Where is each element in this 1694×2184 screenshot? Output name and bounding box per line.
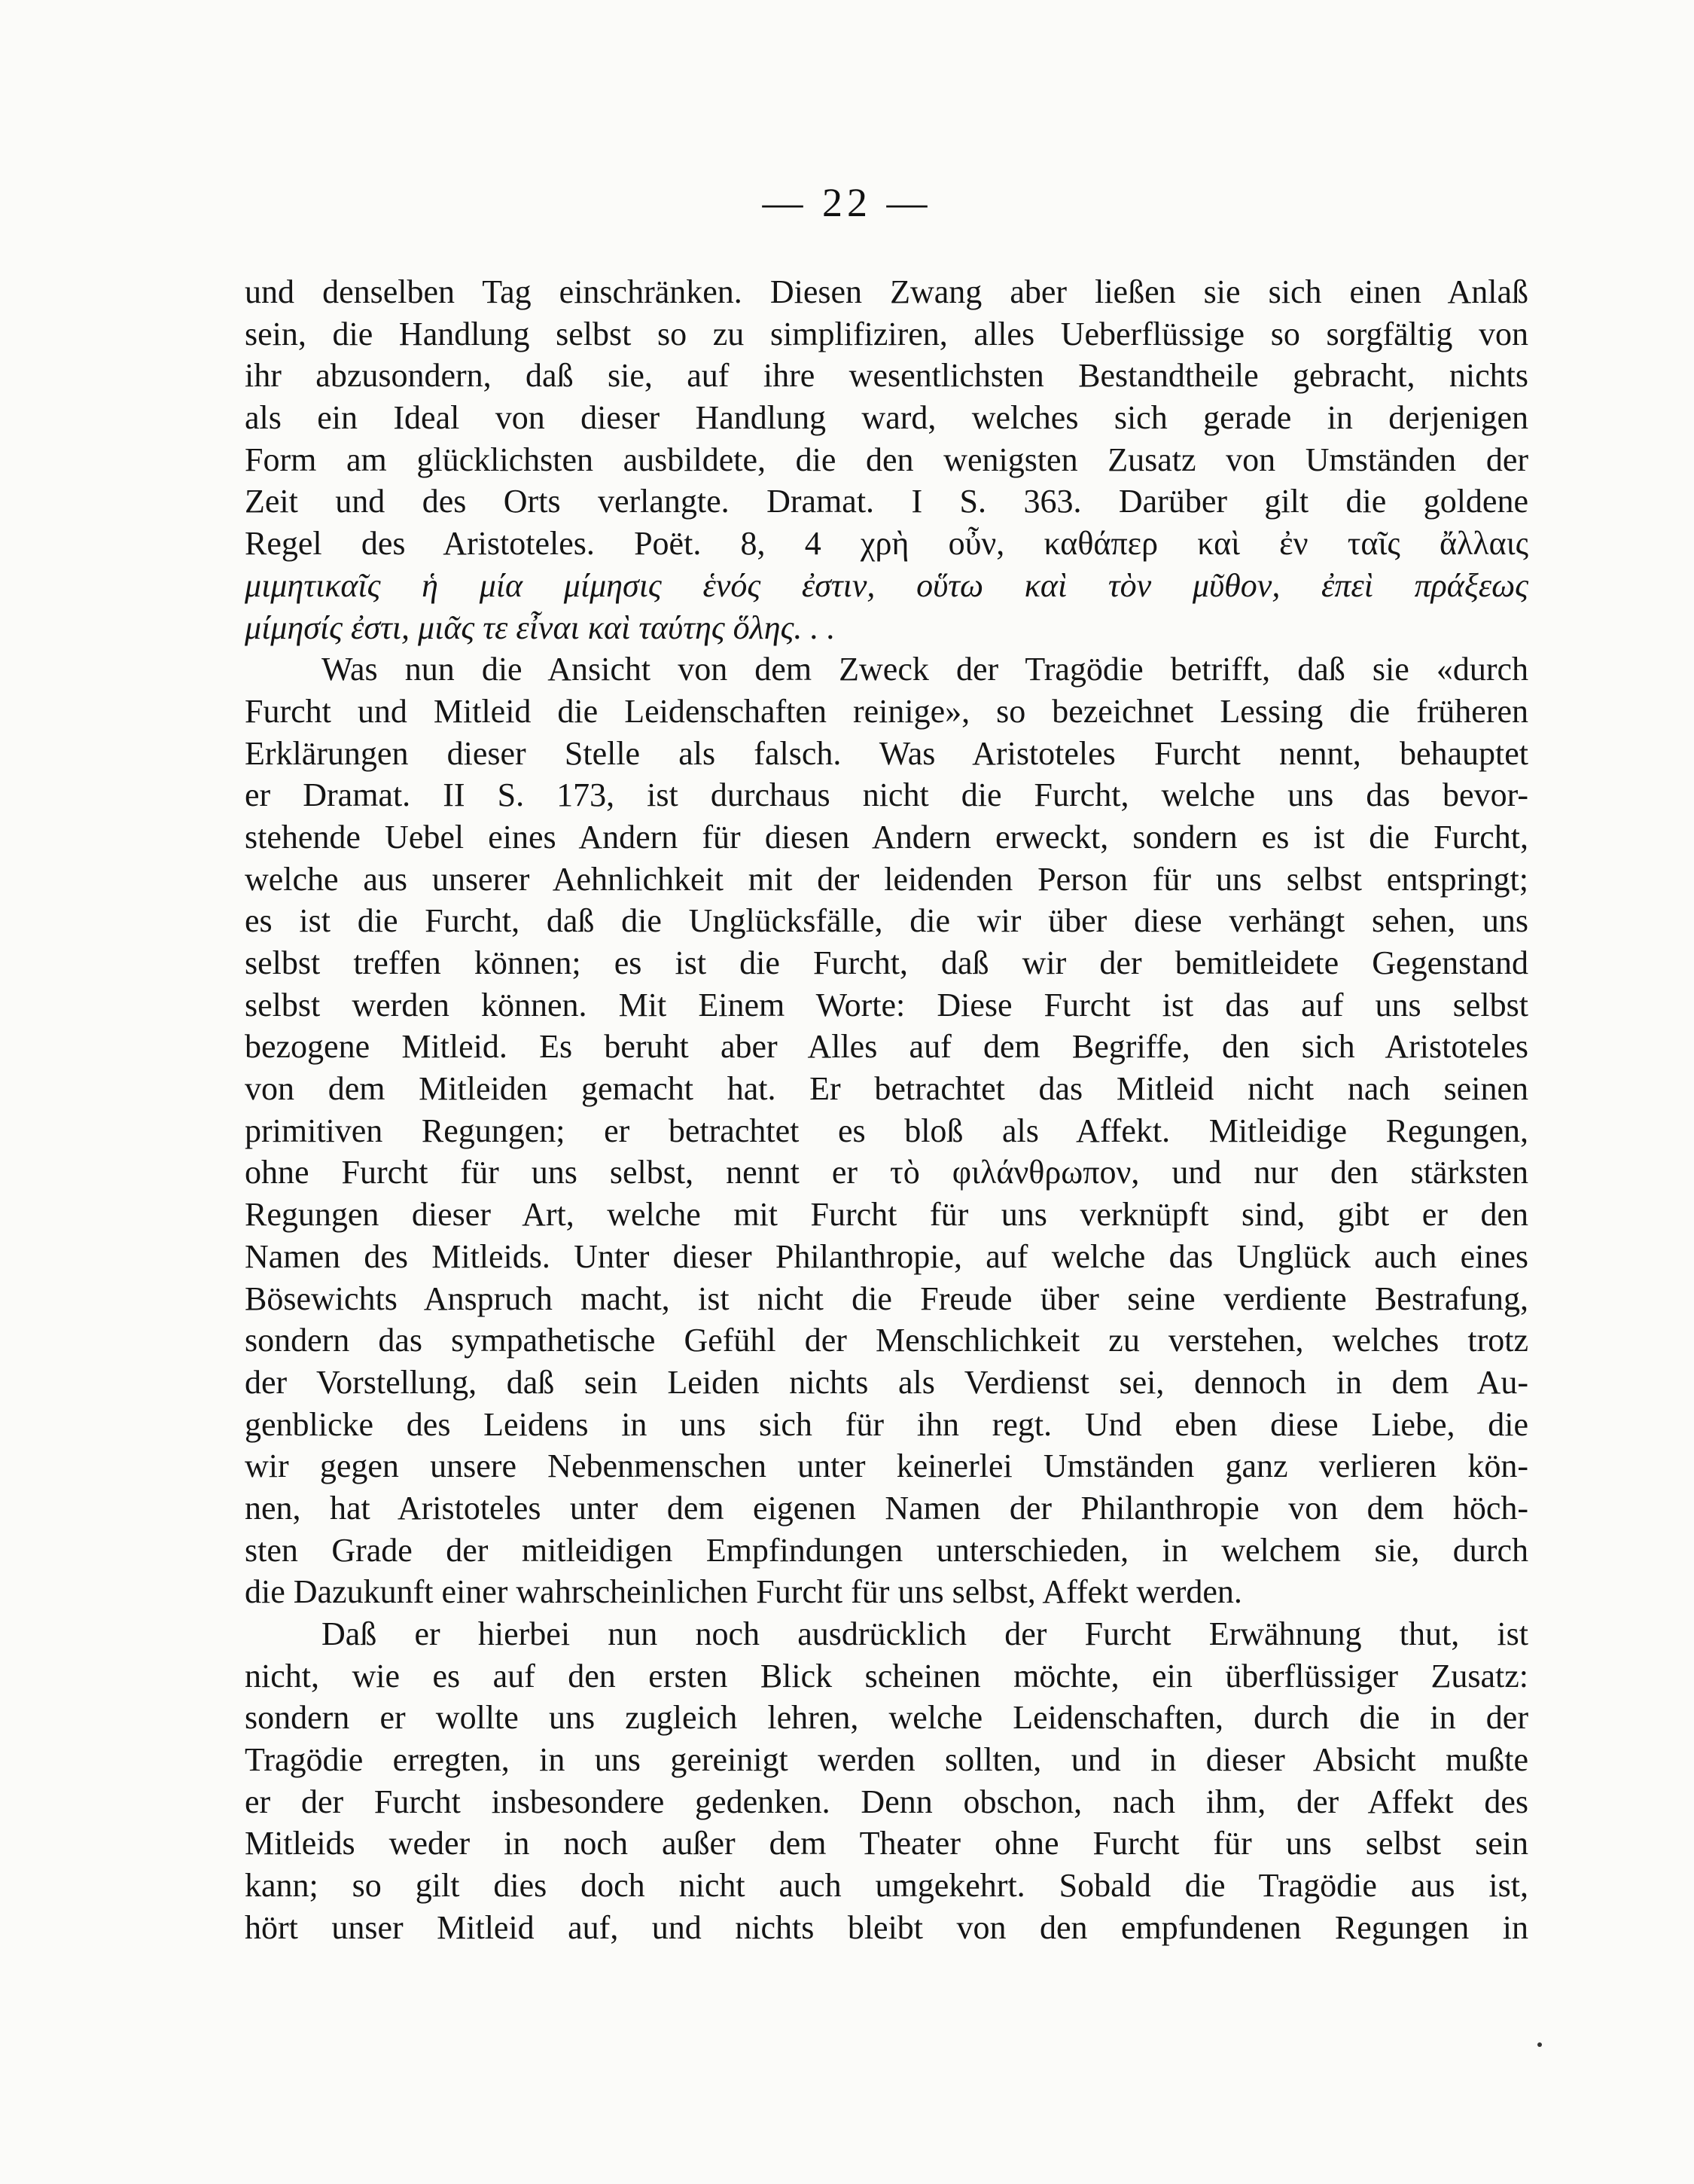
text-line: Mitleids weder in noch außer dem Theater ohne Furcht für uns selbst sein — [245, 1825, 1528, 1862]
text-line: wir gegen unsere Nebenmenschen unter keinerlei Umständen ganz verlieren kön- — [245, 1447, 1528, 1485]
text-line: er Dramat. II S. 173, ist durchaus nicht die Furcht, welche uns das bevor- — [245, 776, 1528, 814]
text-line: nicht, wie es auf den ersten Blick scheinen möchte, ein überflüssiger Zusatz: — [245, 1657, 1528, 1694]
text-line: Regungen dieser Art, welche mit Furcht für uns verknüpft sind, gibt er den — [245, 1196, 1528, 1234]
paragraph-start-line: Was nun die Ansicht von dem Zweck der Tragödie betrifft, daß sie «durch — [321, 651, 1528, 688]
text-line: sondern er wollte uns zugleich lehren, welche Leidenschaften, durch die in der — [245, 1699, 1528, 1737]
ink-speck — [1537, 2042, 1542, 2047]
text-line: Zeit und des Orts verlangte. Dramat. I S. 363. Darüber gilt die goldene — [245, 483, 1528, 520]
text-line: hört unser Mitleid auf, und nichts bleibt von den empfundenen Regungen in — [245, 1908, 1528, 1946]
text-line: von dem Mitleiden gemacht hat. Er betrachtet das Mitleid nicht nach seinen — [245, 1070, 1528, 1108]
body-text — [245, 271, 1528, 1949]
page-number: — 22 — — [762, 180, 932, 225]
text-line: sondern das sympathetische Gefühl der Menschlichkeit zu verstehen, welches trotz — [245, 1322, 1528, 1359]
text-line: selbst werden können. Mit Einem Worte: Diese Furcht ist das auf uns selbst — [245, 986, 1528, 1023]
text-line: genblicke des Leidens in uns sich für ihn regt. Und eben diese Liebe, die — [245, 1405, 1528, 1443]
text-line: bezogene Mitleid. Es beruht aber Alles auf dem Begriffe, den sich Aristoteles — [245, 1028, 1528, 1066]
text-line: der Vorstellung, daß sein Leiden nichts als Verdienst sei, dennoch in dem Au- — [245, 1363, 1528, 1401]
text-line: Tragödie erregten, in uns gereinigt werden sollten, und in dieser Absicht mußte — [245, 1741, 1528, 1779]
text-line: sten Grade der mitleidigen Empfindungen unterschieden, in welchem sie, durch — [245, 1531, 1528, 1569]
text-line: kann; so gilt dies doch nicht auch umgekehrt. Sobald die Tragödie aus ist, — [245, 1867, 1528, 1905]
greek-quote-line: μίμησίς ἐστι, μιᾶς τε εἶναι καὶ ταύτης ὅλης. . . — [245, 609, 836, 646]
text-line: sein, die Handlung selbst so zu simplifiziren, alles Ueberflüssige so sorgfältig von — [245, 315, 1528, 352]
text-line: ohne Furcht für uns selbst, nennt er τὸ φιλάνθρωπον, und nur den stärksten — [245, 1154, 1528, 1191]
text-line: ihr abzusondern, daß sie, auf ihre wesentlichsten Bestandtheile gebracht, nichts — [245, 357, 1528, 395]
text-line: Namen des Mitleids. Unter dieser Philanthropie, auf welche das Unglück auch eines — [245, 1237, 1528, 1275]
text-line: Bösewichts Anspruch macht, ist nicht die Freude über seine verdiente Bestrafung, — [245, 1280, 1528, 1317]
text-line: Regel des Aristoteles. Poët. 8, 4 χρὴ οὖν, καθάπερ καὶ ἐν ταῖς ἄλλαις — [245, 525, 1528, 563]
text-line: er der Furcht insbesondere gedenken. Denn obschon, nach ihm, der Affekt des — [245, 1783, 1528, 1820]
text-line: es ist die Furcht, daß die Unglücksfälle, die wir über diese verhängt sehen, uns — [245, 902, 1528, 940]
greek-quote-line: μιμητικαῖς ἡ μία μίμησις ἑνός ἐστιν, οὕτω καὶ τὸν μῦθον, ἐπεὶ πράξεως — [245, 566, 1528, 604]
paragraph-start-line: Daß er hierbei nun noch ausdrücklich der Furcht Erwähnung thut, ist — [321, 1615, 1528, 1652]
text-line: Form am glücklichsten ausbildete, die den wenigsten Zusatz von Umständen der — [245, 441, 1528, 478]
text-line: Erklärungen dieser Stelle als falsch. Was Aristoteles Furcht nennt, behauptet — [245, 734, 1528, 772]
text-line: welche aus unserer Aehnlichkeit mit der leidenden Person für uns selbst entspringt; — [245, 860, 1528, 898]
text-line: Furcht und Mitleid die Leidenschaften reinige», so bezeichnet Lessing die früheren — [245, 692, 1528, 730]
text-line: primitiven Regungen; er betrachtet es bloß als Affekt. Mitleidige Regungen, — [245, 1112, 1528, 1149]
text-line: selbst treffen können; es ist die Furcht, daß wir der bemitleidete Gegenstand — [245, 944, 1528, 981]
text-line: und denselben Tag einschränken. Diesen Zwang aber ließen sie sich einen Anlaß — [245, 273, 1528, 310]
text-line: als ein Ideal von dieser Handlung ward, welches sich gerade in derjenigen — [245, 399, 1528, 437]
paragraph-end-line: die Dazukunft einer wahrscheinlichen Furcht für uns selbst, Affekt werden. — [245, 1573, 1242, 1611]
text-line: stehende Uebel eines Andern für diesen Andern erweckt, sondern es ist die Furcht, — [245, 818, 1528, 856]
text-line: nen, hat Aristoteles unter dem eigenen Namen der Philanthropie von dem höch- — [245, 1489, 1528, 1527]
